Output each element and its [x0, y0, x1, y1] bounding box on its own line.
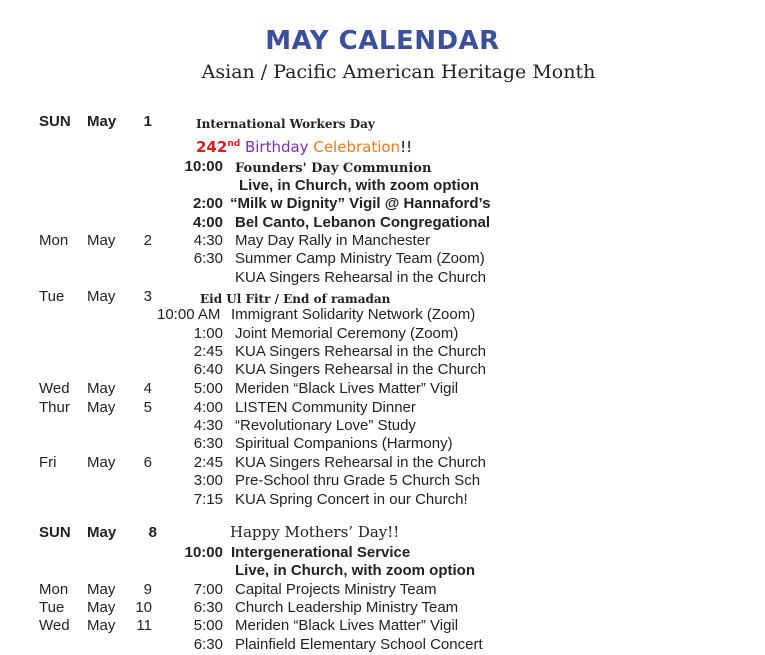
event-time: 4:00 [192, 214, 223, 231]
event-desc: Founders' Day Communion [235, 161, 432, 176]
calendar-title: MAY CALENDAR [265, 26, 500, 56]
event-time: 7:00 [193, 581, 223, 598]
event-desc: Meriden “Black Lives Matter” Vigil [235, 380, 459, 397]
event-desc: Summer Camp Ministry Team (Zoom) [235, 250, 485, 267]
birthday-word: Birthday [244, 138, 309, 156]
day-label: Tue [39, 599, 65, 616]
event-time: 2:00 [192, 195, 223, 212]
month-label: May [87, 399, 116, 416]
event-time: 4:30 [193, 417, 223, 434]
month-label: May [87, 288, 116, 305]
birthday-suffix: nd [227, 139, 241, 149]
holiday-label: Happy Mothers’ Day!! [230, 523, 400, 541]
day-label: SUN [39, 524, 71, 541]
event-time: 10:00 [184, 158, 223, 175]
day-label: Mon [39, 232, 69, 249]
holiday-label: Eid Ul Fitr / End of ramadan [200, 292, 391, 306]
date-label: 3 [143, 288, 152, 305]
event-desc: Plainfield Elementary School Concert [235, 636, 483, 653]
event-desc: KUA Singers Rehearsal in the Church [235, 361, 486, 378]
event-time: 2:45 [193, 343, 223, 360]
event-desc: KUA Singers Rehearsal in the Church [235, 454, 486, 471]
event-time: 10:00 [184, 544, 223, 561]
day-label: SUN [39, 113, 71, 130]
event-desc: Intergenerational Service [231, 544, 411, 561]
event-desc: KUA Singers Rehearsal in the Church [235, 343, 486, 360]
event-time: 4:30 [193, 232, 223, 249]
date-label: 6 [143, 454, 152, 471]
event-desc: Live, in Church, with zoom option [239, 177, 479, 194]
event-time: 6:30 [193, 636, 223, 653]
event-desc: “Revolutionary Love” Study [235, 417, 416, 434]
month-label: May [87, 599, 116, 616]
month-label: May [87, 380, 116, 397]
event-time: 3:00 [193, 472, 223, 489]
event-desc: Live, in Church, with zoom option [235, 562, 475, 579]
celebration-exclaim: !! [400, 138, 413, 156]
event-time: 6:30 [193, 435, 223, 452]
event-desc: Church Leadership Ministry Team [235, 599, 459, 616]
month-label: May [87, 454, 116, 471]
birthday-number: 242 [196, 138, 228, 156]
birthday-celebration [196, 133, 412, 158]
date-label: 10 [135, 599, 152, 616]
month-label: May [87, 524, 117, 541]
day-label: Thur [39, 399, 70, 416]
event-desc: Joint Memorial Ceremony (Zoom) [235, 325, 459, 342]
event-desc: “Milk w Dignity” Vigil @ Hannaford’s [230, 195, 491, 212]
date-label: 11 [136, 617, 152, 634]
day-label: Fri [39, 454, 57, 471]
event-time: 5:00 [193, 617, 223, 634]
date-label: 5 [143, 399, 152, 416]
month-label: May [87, 113, 117, 130]
day-label: Wed [39, 380, 70, 397]
event-time: 6:30 [193, 250, 223, 267]
event-time: 1:00 [193, 325, 223, 342]
event-desc: LISTEN Community Dinner [235, 399, 416, 416]
date-label: 1 [143, 113, 152, 130]
day-label: Tue [39, 288, 65, 305]
event-desc: Pre-School thru Grade 5 Church Sch [235, 472, 481, 489]
event-desc: Meriden “Black Lives Matter” Vigil [235, 617, 459, 634]
month-label: May [87, 232, 116, 249]
event-desc: Capital Projects Ministry Team [235, 581, 437, 598]
event-desc: Bel Canto, Lebanon Congregational [235, 214, 491, 231]
event-time: 6:40 [193, 361, 223, 378]
month-label: May [87, 617, 116, 634]
date-label: 4 [143, 380, 152, 397]
month-label: May [87, 581, 116, 598]
event-time: 2:45 [193, 454, 223, 471]
event-desc: KUA Singers Rehearsal in the Church [235, 269, 486, 286]
event-desc: Spiritual Companions (Harmony) [235, 435, 453, 452]
event-time: 4:00 [193, 399, 223, 416]
date-label: 9 [143, 581, 152, 598]
event-time: 10:00 AM [157, 306, 221, 323]
calendar-subtitle: Asian / Pacific American Heritage Month [201, 61, 596, 83]
event-time: 7:15 [193, 491, 223, 508]
event-time: 6:30 [193, 599, 223, 616]
day-label: Mon [39, 581, 69, 598]
date-label: 8 [148, 524, 157, 541]
holiday-label: International Workers Day [196, 117, 375, 131]
event-time: 5:00 [193, 380, 223, 397]
event-desc: KUA Spring Concert in our Church! [235, 491, 468, 508]
day-label: Wed [39, 617, 70, 634]
event-desc: Immigrant Solidarity Network (Zoom) [231, 306, 476, 323]
celebration-word: Celebration [313, 138, 401, 156]
date-label: 2 [143, 232, 152, 249]
event-desc: May Day Rally in Manchester [235, 232, 431, 249]
